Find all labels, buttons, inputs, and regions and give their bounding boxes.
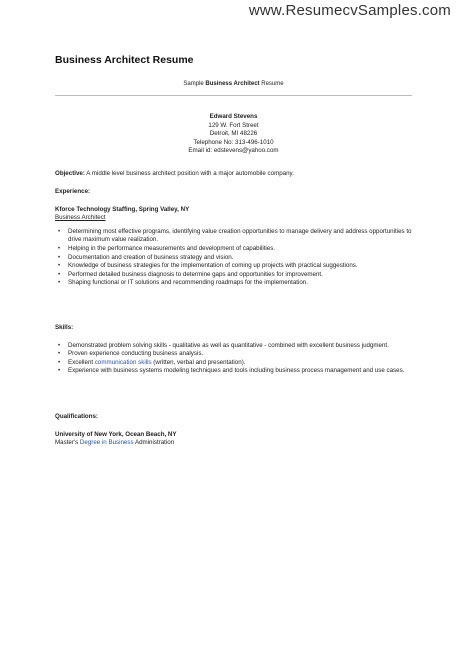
skills-bullet-text: (written, verbal and presentation). [151,358,246,366]
resume-header [55,81,412,96]
experience-bullet: • Performed detailed business diagnosis to determine gaps and opportunities for improvement. [55,271,415,280]
experience-bullet: • Documentation and creation of business strategy and vision. [55,254,415,263]
contact-phone: Telephone No: 313-496-1010 [193,138,274,146]
experience-bullet: • Determining most effective programs, identifying value creation opportunities to manage delivery and address opportunities to drive maximum value realization. [55,228,415,245]
contact-block [55,113,412,156]
degree-text: Administration [133,439,175,447]
header-suffix: Resume [259,81,284,87]
skills-bullet: • Experience with business systems modeling techniques and tools including business process management and use cases. [55,367,415,376]
experience-bullet: • Helping in the performance measurements and development of capabilities. [55,245,415,254]
skills-bullet [55,359,415,368]
header-prefix: Sample [183,81,206,87]
communication-skills-link[interactable]: communication skills [94,358,152,366]
degree-link[interactable]: Degree in Business [79,439,134,447]
degree-text: Master's [55,439,80,447]
qualifications-degree [55,439,415,448]
experience-role: Business Architect [55,214,106,222]
experience-bullet-list [55,228,415,288]
skills-section [55,324,415,376]
qualifications-school: University of New York, Ocean Beach, NY [55,430,177,438]
header-strong: Business Architect [205,81,260,87]
experience-company: Kforce Technology Staffing, Spring Valley, NY [55,205,190,213]
qualifications-heading: Qualifications: [55,413,98,420]
qualifications-section [55,413,415,448]
document-title: Business Architect Resume [55,54,194,66]
objective-section [55,170,415,179]
experience-section [55,188,415,288]
experience-heading: Experience: [55,188,91,195]
experience-bullet: • Knowledge of business strategies for the implementation of coming up projects with practical suggestions. [55,262,415,271]
contact-street: 129 W. Fort Street [208,121,259,129]
skills-bullet: • Demonstrated problem solving skills - qualitative as well as quantitative - combined with excellent business judgment. [55,342,415,351]
skills-bullet-list [55,342,415,376]
objective-label: Objective: [55,170,85,177]
watermark: www.ResumecvSamples.com [248,2,451,19]
contact-name: Edward Stevens [209,113,258,120]
contact-city: Detroit, MI 48226 [209,130,258,138]
objective-text: A middle level business architect position with a major automobile company. [84,170,294,177]
skills-bullet-text: Excellent [68,358,95,366]
skills-heading: Skills: [55,324,74,331]
experience-bullet: • Shaping functional or IT solutions and recommending roadmaps for the implementation. [55,279,415,288]
skills-bullet: • Proven experience conducting business analysis. [55,350,415,359]
contact-email: Email id: edstevens@yahoo.com [188,147,279,155]
